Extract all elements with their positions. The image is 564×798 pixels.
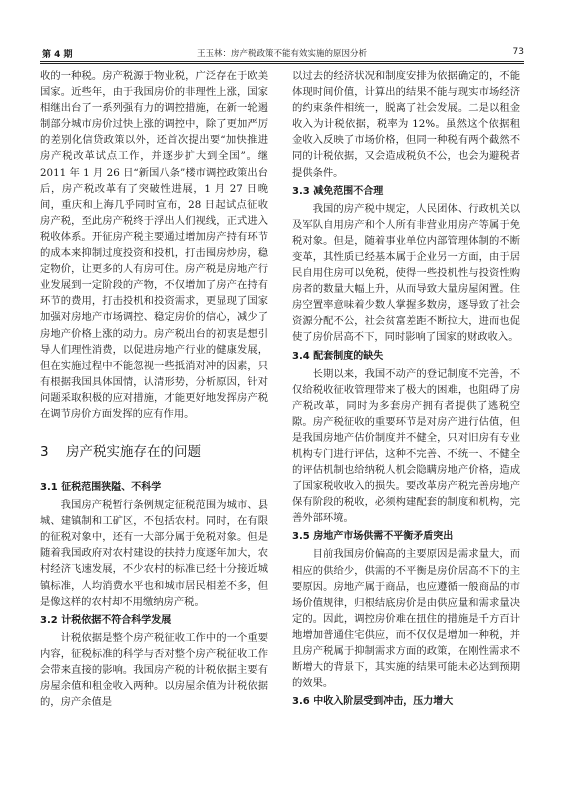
section-title: 房产税实施存在的问题 <box>66 444 201 461</box>
running-header <box>40 46 524 60</box>
subsection-heading-3-5: 3.5 房地产市场供需不平衡矛盾突出 <box>292 531 454 543</box>
paragraph-3-2-continued: 以过去的经济状况和制度安排为依据确定的，不能体现时间价值，计算出的结果不能与现实市场经济的约束条件相统一，脱离了社会发展。二是以租金收入为计税依据，税率为 12%。虽然这个依据租金收入反映了市场价格，但同一种税有两个截然不同的计税依据，又会造成税负不公，也会为避税者提供条件。 <box>292 70 520 179</box>
paragraph-3-1: 我国房产税暂行条例规定征税范围为城市、县城、建镇制和工矿区，不包括农村。同时，在有限的征税对象中，还有一大部分属于免税对象。但是随着我国政府对农村建设的扶持力度逐年加大，农村经济飞速发展，不少农村的标准已经十分接近城镇标准，人均消费水平也和城市居民相差不多，但是像这样的农村却不用缴纳房产税。 <box>40 499 268 608</box>
paragraph-3-2: 计税依据是整个房产税征收工作中的一个重要内容，征税标准的科学与否对整个房产税征收工作会带来直接的影响。我国房产税的计税依据主要有房屋余值和租金收入两种。以房屋余值为计税依据的，房产余值是 <box>40 631 268 709</box>
subsection-heading-3-4: 3.4 配套制度的缺失 <box>292 350 384 362</box>
left-column <box>40 68 268 710</box>
issue-number: 第 4 期 <box>42 50 73 60</box>
paragraph-3-4: 长期以来，我国不动产的登记制度不完善，不仅给税收征收管理带来了极大的困难，也阻碍了房产税改革，同时为多套房产拥有者提供了逃税空隙。房产税征收的重要环节是对房产进行估值，但是我国房地产估价制度并不健全，只对旧房有专业机构专门进行评估，这种不完善、不统一、不健全的评估机制也给纳税人机会隐瞒房地产价格，造成了国家税收收入的损失。要改革房产税完善房地产保有阶段的税收，必须构建配套的制度和机构，完善外部环境。 <box>292 367 520 525</box>
subsection-heading-3-2: 3.2 计税依据不符合科学发展 <box>40 614 172 626</box>
section-number: 3 <box>40 444 49 461</box>
paragraph-3-3: 我国的房产税中规定，人民团体、行政机关以及军队自用房产和个人所有非营业用房产等属于免税对象。但是，随着事业单位内部管理体制的不断变革，其性质已经基本属于企业另一方面，由于居民自用住房可以免税，使得一些投机性与投资性购房者的数量大幅上升，从而导致大量房屋闲置。住房空置率意味着少数人掌握多数房，逐导致了社会资源分配不公，社会贫富差距不断拉大，进而也促使了房价居高不下，同时影响了国家的财政收入。 <box>292 202 520 344</box>
page-number: 73 <box>512 47 524 57</box>
section-heading <box>40 443 268 461</box>
running-title: 王玉林：房产税政策不能有效实施的原因分析 <box>196 49 367 59</box>
header-rule-thin <box>40 63 524 64</box>
subsection-heading-3-1: 3.1 征税范围狭隘、不科学 <box>40 482 162 494</box>
subsection-heading-3-3: 3.3 减免范围不合理 <box>292 185 384 197</box>
intro-paragraph-continued: 收的一种税。房产税源于物业税，广泛存在于欧美国家。近些年，由于我国房价的非理性上涨，国家相继出台了一系列强有力的调控措施，在新一轮遏制部分城市房价过快上涨的调控中，除了更加严厉的差别化信贷政策以外，还首次提出要“加快推进房产税改革试点工作，并逐步扩大到全国”。继 2011 年 1 月 26 日“新国八条”楼市调控政策出台后，房产税改革有了突破性进展，1 月 27 日晚间，重庆和上海几乎同时宣布，28 日起试点征收房产税，至此房产税终于浮出人们视线，正式进入税收体系。开征房产税主要通过增加房产持有环节的成本来抑制过度投资和投机，打击囤房炒房，稳定物价，让更多的人有房可住。房产税是房地产行业发展到一定阶段的产物，不仅增加了房产在持有环节的费用，打击投机和投资需求，更显现了国家加强对房地产市场调控、稳定房价的信心，减少了房地产价格上涨的动力。房产税出台的初衷是想引导人们理性消费，以促进房地产行业的健康发展，但在实施过程中不能忽视一些抵消对冲的因素，只有根据我国具体国情，认清形势，分析原因，针对问题采取积极的应对措施，才能更好地发挥房产税在调节房价方面发挥的应有作用。 <box>40 70 268 420</box>
paragraph-3-5: 目前我国房价偏高的主要原因是需求量大，而相应的供给少，供需的不平衡是房价居高不下的主要原因。房地产属于商品，也应遵循一般商品的市场价值规律，归根结底房价是由供应量和需求量决定的。因此，调控房价难在扭住的措施是千方百计地增加普通住宅供应，而不仅仅是增加一种税，并且房产税属于抑制需求方面的政策，在刚性需求不断增大的背景下，其实施的结果可能未必达到预期的效果。 <box>292 548 520 690</box>
right-column <box>292 68 520 711</box>
subsection-heading-3-6: 3.6 中收入阶层受到冲击，压力增大 <box>292 696 454 708</box>
header-rule <box>40 61 524 62</box>
